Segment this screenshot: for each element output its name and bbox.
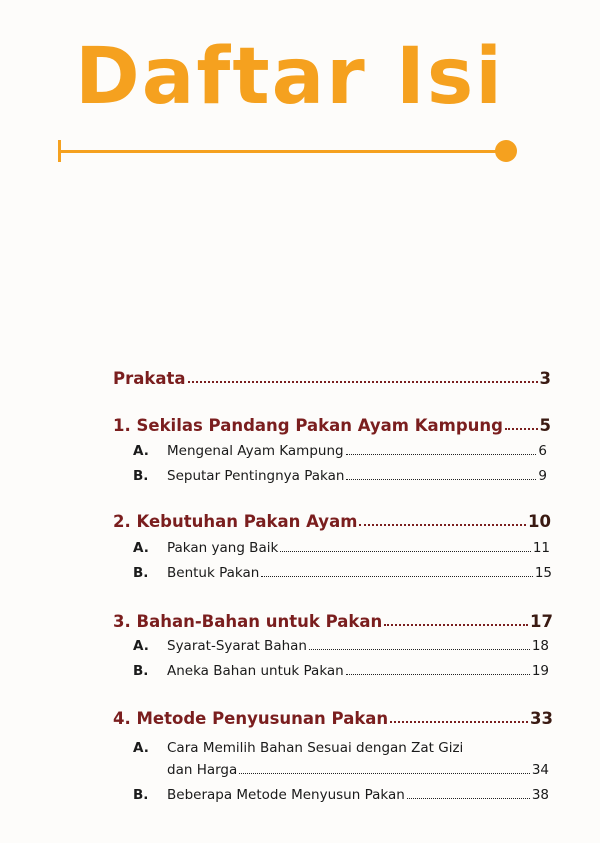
toc-page-number: 19 xyxy=(531,663,549,679)
toc-entry-label: Bentuk Pakan xyxy=(167,565,260,581)
leader-dots xyxy=(505,427,538,430)
toc-entry-prakata[interactable] xyxy=(113,369,551,388)
toc-entry-chapter-3[interactable] xyxy=(113,612,553,631)
toc-page-number: 9 xyxy=(538,468,547,484)
toc-entry-4a-line2[interactable] xyxy=(167,762,549,778)
toc-letter: A. xyxy=(133,443,149,459)
toc-entry-2b[interactable] xyxy=(133,565,552,581)
toc-entry-2a[interactable] xyxy=(133,540,550,556)
toc-page-number: 38 xyxy=(531,787,549,803)
toc-entry-1b[interactable] xyxy=(133,468,547,484)
toc-entry-label: 4. Metode Penyusunan Pakan xyxy=(113,709,389,728)
toc-letter: B. xyxy=(133,565,149,581)
toc-page-number: 3 xyxy=(539,369,551,388)
toc-page-number: 15 xyxy=(534,565,552,581)
toc-entry-label: Prakata xyxy=(113,369,186,388)
leader-dots xyxy=(359,523,526,526)
toc-entry-label: Syarat-Syarat Bahan xyxy=(167,638,307,654)
toc-entry-4b[interactable] xyxy=(133,787,549,803)
leader-dots xyxy=(239,772,530,774)
toc-page-number: 11 xyxy=(532,540,550,556)
toc-letter: A. xyxy=(133,740,149,756)
leader-dots xyxy=(346,673,530,675)
toc-entry-label: dan Harga xyxy=(167,762,238,778)
toc-page-number: 18 xyxy=(531,638,549,654)
toc-entry-3b[interactable] xyxy=(133,663,549,679)
toc-entry-label: Cara Memilih Bahan Sesuai dengan Zat Gizi xyxy=(167,740,464,756)
leader-dots xyxy=(346,453,537,455)
toc-page-number: 10 xyxy=(528,512,551,531)
toc-letter: B. xyxy=(133,468,149,484)
toc-page-number: 5 xyxy=(539,416,551,435)
toc-entry-chapter-2[interactable] xyxy=(113,512,551,531)
toc-page-number: 34 xyxy=(531,762,549,778)
toc-entry-label: 3. Bahan-Bahan untuk Pakan xyxy=(113,612,383,631)
leader-dots xyxy=(407,797,530,799)
underline-dot xyxy=(495,140,517,162)
page-title: Daftar Isi xyxy=(75,32,505,122)
toc-entry-chapter-4[interactable] xyxy=(113,709,553,728)
title-underline xyxy=(58,140,513,162)
toc-letter: B. xyxy=(133,787,149,803)
toc-entry-label: Mengenal Ayam Kampung xyxy=(167,443,344,459)
toc-entry-label: Beberapa Metode Menyusun Pakan xyxy=(167,787,405,803)
toc-letter: B. xyxy=(133,663,149,679)
toc-page-number: 33 xyxy=(530,709,553,728)
leader-dots xyxy=(384,623,528,626)
toc-entry-label: Pakan yang Baik xyxy=(167,540,279,556)
leader-dots xyxy=(346,478,536,480)
leader-dots xyxy=(280,550,531,552)
toc-letter: A. xyxy=(133,638,149,654)
toc-entry-1a[interactable] xyxy=(133,443,547,459)
underline-line xyxy=(58,150,503,153)
toc-entry-label: 2. Kebutuhan Pakan Ayam xyxy=(113,512,358,531)
toc-entry-label: 1. Sekilas Pandang Pakan Ayam Kampung xyxy=(113,416,503,435)
toc-entry-4a-line1[interactable] xyxy=(133,740,463,756)
toc-page-number: 6 xyxy=(538,443,547,459)
toc-entry-chapter-1[interactable] xyxy=(113,416,551,435)
leader-dots xyxy=(309,648,530,650)
leader-dots xyxy=(188,380,538,383)
toc-letter: A. xyxy=(133,540,149,556)
toc-entry-label: Seputar Pentingnya Pakan xyxy=(167,468,345,484)
leader-dots xyxy=(390,720,528,723)
leader-dots xyxy=(261,575,533,577)
toc-page-number: 17 xyxy=(530,612,553,631)
toc-entry-3a[interactable] xyxy=(133,638,549,654)
toc-entry-label: Aneka Bahan untuk Pakan xyxy=(167,663,344,679)
